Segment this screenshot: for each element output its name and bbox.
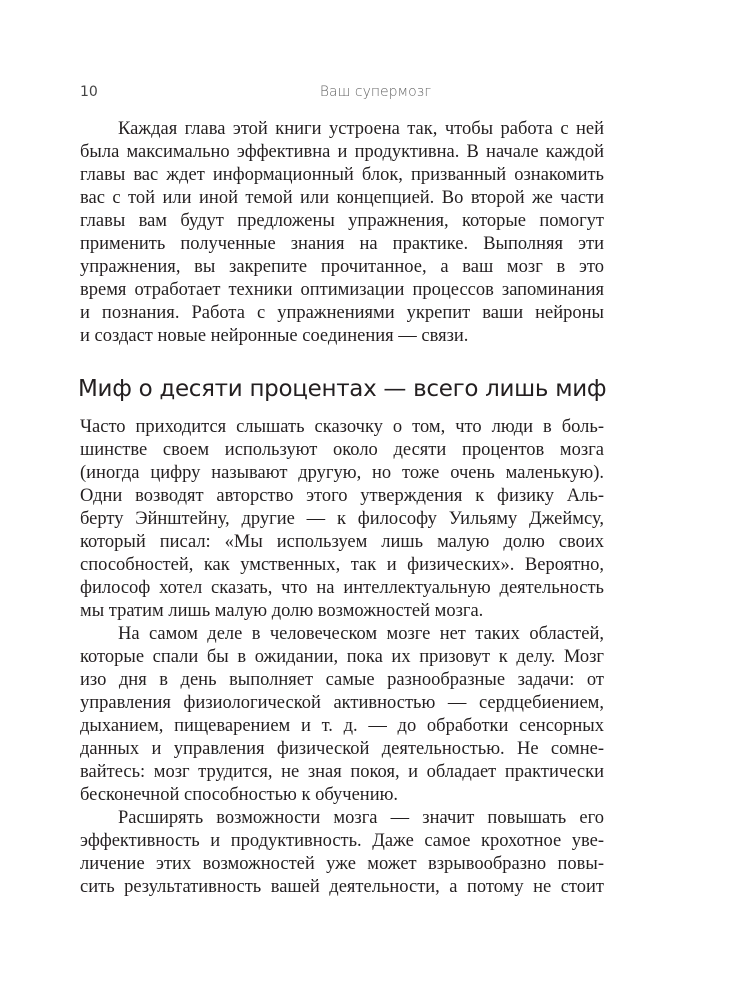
- text-line: эффективность и продуктивность. Даже самое крохотное уве-: [80, 831, 604, 851]
- text-line: главы вам будут предложены упражнения, которые помогут: [80, 211, 604, 231]
- text-line: Одни возводят авторство этого утверждения к физику Аль-: [80, 486, 604, 506]
- text-line: бесконечной способностью к обучению.: [80, 785, 399, 805]
- section-heading: Миф о десяти процентах — всего лишь миф: [78, 376, 607, 402]
- text-line: и познания. Работа с упражнениями укрепит ваши нейроны: [80, 303, 604, 323]
- text-line: который писал: «Мы используем лишь малую долю своих: [80, 532, 604, 552]
- text-line: Каждая глава этой книги устроена так, чтобы работа с ней: [118, 119, 604, 139]
- text-line: главы вас ждет информационный блок, призванный ознакомить: [80, 165, 604, 185]
- page-number: 10: [80, 84, 98, 100]
- intro-paragraph: [80, 118, 604, 348]
- text-line: дыханием, пищеварением и т. д. — до обработки сенсорных: [80, 716, 604, 736]
- text-line: берту Эйнштейну, другие — к философу Уильяму Джеймсу,: [80, 509, 604, 529]
- running-title: Ваш супермозг: [319, 84, 432, 100]
- text-line: сить результативность вашей деятельности, а потому не стоит: [80, 877, 604, 897]
- text-line: упражнения, вы закрепите прочитанное, а ваш мозг в это: [80, 257, 604, 277]
- text-line: На самом деле в человеческом мозге нет таких областей,: [118, 624, 604, 644]
- text-line: и создаст новые нейронные соединения — связи.: [80, 326, 469, 346]
- text-line: была максимально эффективна и продуктивна. В начале каждой: [80, 142, 604, 162]
- text-line: личение этих возможностей уже может взрывообразно повы-: [80, 854, 604, 874]
- text-line: данных и управления физической деятельностью. Не сомне-: [80, 739, 604, 759]
- text-line: управления физиологической активностью — сердцебиением,: [80, 693, 604, 713]
- text-line: изо дня в день выполняет самые разнообразные задачи: от: [80, 670, 604, 690]
- text-line: (иногда цифру называют другую, но тоже очень маленькую).: [80, 463, 604, 483]
- text-line: вайтесь: мозг трудится, не зная покоя, и обладает практически: [80, 762, 604, 782]
- text-line: применить полученные знания на практике. Выполняя эти: [80, 234, 604, 254]
- text-line: которые спали бы в ожидании, пока их призовут к делу. Мозг: [80, 647, 604, 667]
- text-line: время отработает техники оптимизации процессов запоминания: [80, 280, 604, 300]
- text-line: Расширять возможности мозга — значит повышать его: [118, 808, 604, 828]
- text-line: способностей, как умственных, так и физических». Вероятно,: [80, 555, 604, 575]
- text-line: шинстве своем используют около десяти процентов мозга: [80, 440, 604, 460]
- section-body: [80, 416, 604, 899]
- text-line: философ хотел сказать, что на интеллектуальную деятельность: [80, 578, 604, 598]
- text-line: вас с той или иной темой или концепцией. Во второй же части: [80, 188, 604, 208]
- text-line: мы тратим лишь малую долю возможностей мозга.: [80, 601, 484, 621]
- text-line: Часто приходится слышать сказочку о том, что люди в боль-: [80, 417, 604, 437]
